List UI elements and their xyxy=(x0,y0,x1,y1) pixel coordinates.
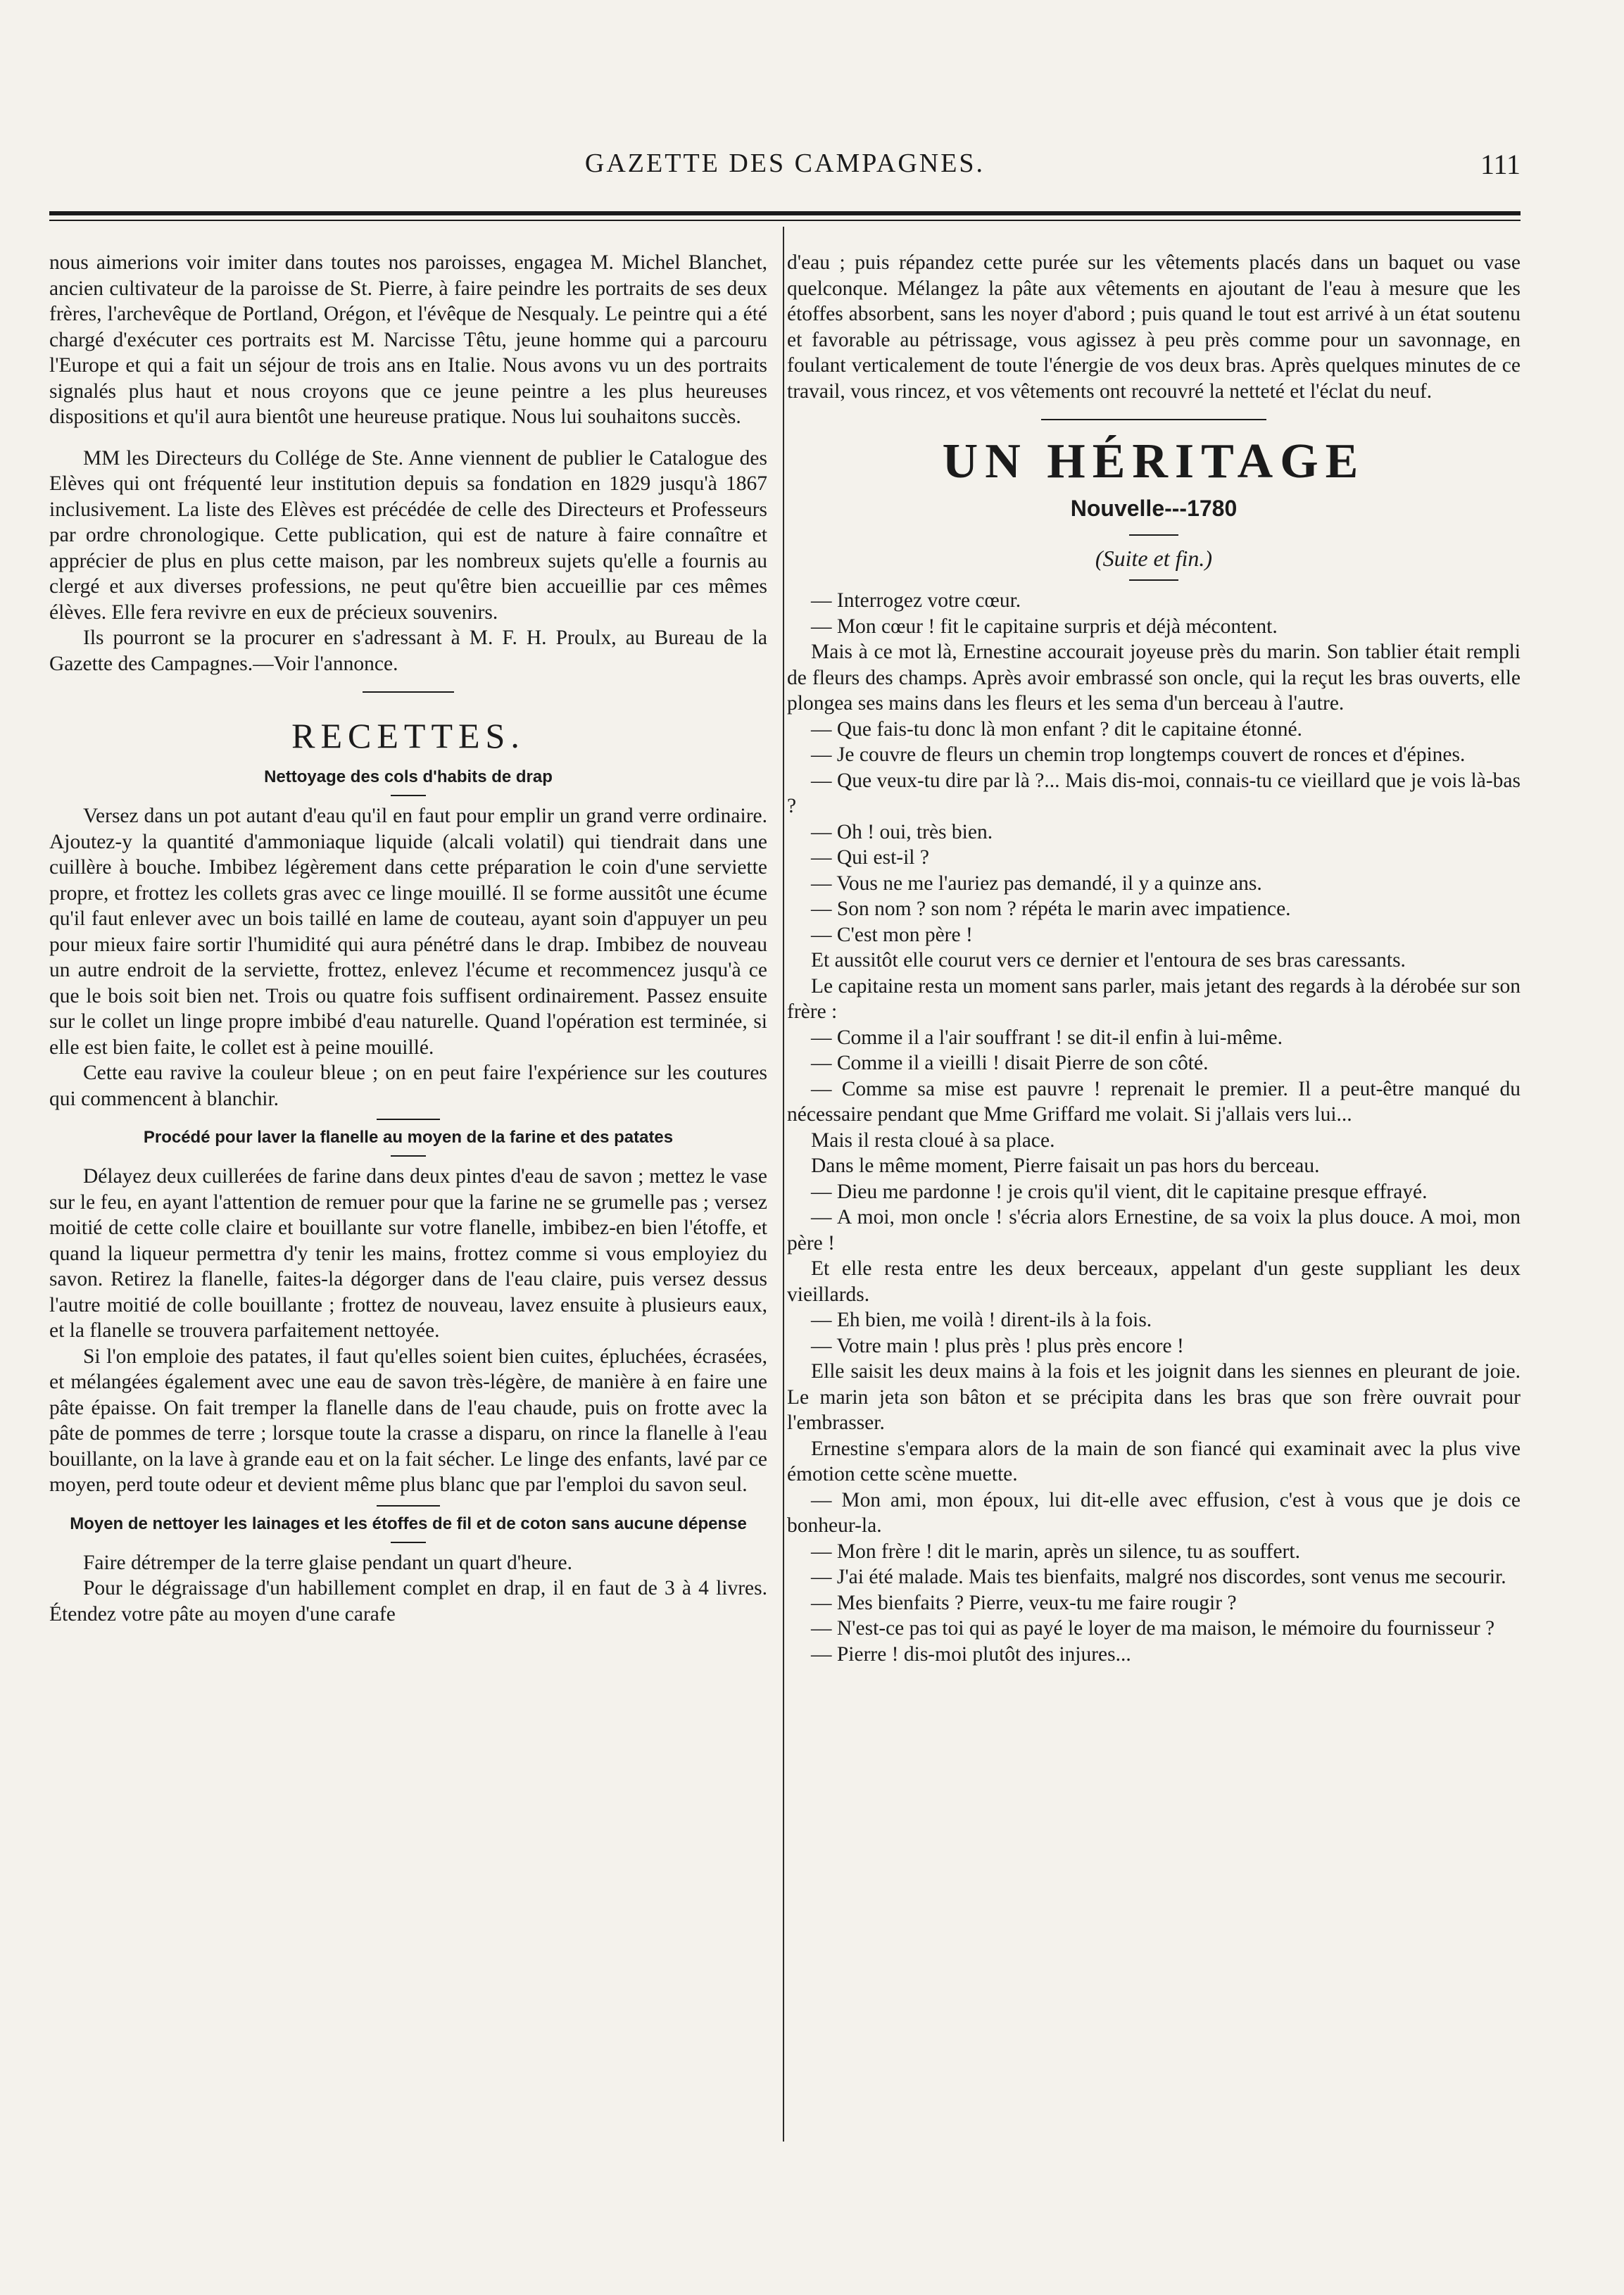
story-line: — Mes bienfaits ? Pierre, veux-tu me faire rougir ? xyxy=(811,1591,1237,1614)
recipe-rule xyxy=(377,1505,440,1507)
story-line: Le capitaine resta un moment sans parler, mais jetant des regards à la dérobée sur son frère : xyxy=(787,974,1521,1023)
story-line: Elle saisit les deux mains à la fois et les joignit dans les siennes en pleurant de joie. Le marin jeta son bâton et se précipita dans les bras que son frère ouvrait pour l'embrasser. xyxy=(787,1360,1521,1434)
story-line: Dans le même moment, Pierre faisait un pas hors du berceau. xyxy=(811,1155,1320,1177)
recipe-paragraph: Versez dans un pot autant d'eau qu'il en faut pour emplir un grand verre ordinaire. Ajoutez-y la quantité d'ammoniaque liquide (alcali volatil) qui tiendrait dans une cuillère à bouche. Imbibez légèrement dans cette préparation le coin d'une serviette propre, et frottez les collets gras avec ce linge mouillé. Il se forme aussitôt une écume qu'il faut enlever avec un bois taillé en lame de couteau, ayant soin d'appuyer un peu pour mieux faire sortir l'humidité qui aura pénétré dans le drap. Imbibez de nouveau un autre endroit de la serviette, frottez, enlevez l'écume et recommencez jusqu'à ce que le bois soit bien net. Trois ou quatre fois suffisent ordinairement. Passez ensuite sur le collet un linge propre imbibé d'eau naturelle. Quand l'opération est terminée, si elle est bien faite, le collet est à peine mouillé. xyxy=(49,805,767,1059)
story-line: — Mon ami, mon époux, lui dit-elle avec effusion, c'est à vous que je dois ce bonheur-la. xyxy=(787,1488,1521,1537)
header-rule-thin xyxy=(49,220,1521,221)
recipe-continuation: d'eau ; puis répandez cette purée sur les vêtements placés dans un baquet ou vase quelconque. Mélangez la pâte aux vêtements en ajoutant de l'eau à mesure que les étoffes absorbent, sans les noyer d'abord ; puis quand le tout est arrivé à un état soutenu et favorable au pétrissage, vous agissez à peu près comme pour un savonnage, en foulant verticalement de toute l'énergie de vos deux bras. Après quelques minutes de ce travail, vous rincez, et vos vêtements ont recouvré la netteté et l'éclat du neuf. xyxy=(787,251,1521,403)
right-column xyxy=(787,250,1521,1667)
story-rule xyxy=(1129,534,1178,536)
intro-paragraph: nous aimerions voir imiter dans toutes nos paroisses, engagea M. Michel Blanchet, ancien cultivateur de la paroisse de St. Pierre, à faire peindre les portraits de ses deux frères, l'archevêque de Portland, Orégon, et l'évêque de Nesqualy. Le peintre qui a été chargé d'exécuter ces portraits est M. Narcisse Têtu, jeune homme qui a parcouru l'Europe et qui a fait un séjour de trois ans en Italie. Nous avons vu un des portraits signalés plus haut et nous croyons que ce jeune peintre a les plus heureuses dispositions et qu'il aura bientôt une heureuse pratique. Nous lui souhaitons succès. xyxy=(49,251,767,428)
story-body xyxy=(787,588,1521,1667)
story-line: — Que veux-tu dire par là ?... Mais dis-moi, connais-tu ce vieillard que je vois là-bas ? xyxy=(787,769,1521,817)
recipe-paragraph: Si l'on emploie des patates, il faut qu'elles soient bien cuites, épluchées, écrasées, et mélangées également avec une eau de savon très-légère, de manière à en faire une pâte épaisse. On fait tremper la flanelle dans de l'eau chaude, puis on frotte avec la pâte de pommes de terre ; lorsque toute la crasse a disparu, on rince la flanelle à l'eau bouillante, on la lave à grande eau et on la fait sécher. Le linge des enfants, lavé par ce moyen, perd toute odeur et devient même plus blanc que par l'emploi du savon seul. xyxy=(49,1345,767,1496)
recipe-paragraph: Pour le dégraissage d'un habillement complet en drap, il en faut de 3 à 4 livres. Étendez votre pâte au moyen d'une carafe xyxy=(49,1577,767,1626)
recipe-paragraph: Délayez deux cuillerées de farine dans deux pintes d'eau de savon ; mettez le vase sur le feu, en ayant l'attention de remuer pour que la farine ne se grumelle pas ; versez moitié de cette colle claire et bouillante sur votre flanelle, imbibez-en bien l'étoffe, et quand la liqueur permettra d'y tenir les mains, frottez comme si vous employiez du savon. Retirez la flanelle, faites-la dégorger dans de l'eau claire, puis versez dessus l'autre moitié de colle bouillante ; frottez de nouveau, lavez ensuite à plusieurs eaux, et la flanelle se trouvera parfaitement nettoyée. xyxy=(49,1165,767,1342)
story-line: Ernestine s'empara alors de la main de son fiancé qui examinait avec la plus vive émotion cette scène muette. xyxy=(787,1437,1521,1485)
story-line: — Que fais-tu donc là mon enfant ? dit le capitaine étonné. xyxy=(811,717,1302,741)
section-separator xyxy=(787,411,1521,425)
story-line: — Dieu me pardonne ! je crois qu'il vient, dit le capitaine presque effrayé. xyxy=(811,1180,1428,1203)
recipe-paragraph: Cette eau ravive la couleur bleue ; on en peut faire l'expérience sur les coutures qui commencent à blanchir. xyxy=(49,1062,767,1110)
story-line: — Eh bien, me voilà ! dirent-ils à la fois. xyxy=(811,1309,1152,1331)
section-separator xyxy=(49,684,767,698)
story-line: — Son nom ? son nom ? répéta le marin avec impatience. xyxy=(811,898,1291,920)
story-line: — Comme il a vieilli ! disait Pierre de son côté. xyxy=(811,1052,1209,1074)
page-number: 111 xyxy=(1480,149,1521,180)
college-paragraph: MM les Directeurs du Collége de Ste. Anne viennent de publier le Catalogue des Elèves qui ont fréquenté leur institution depuis sa fondation en 1829 jusqu'à 1867 inclusivement. La liste des Elèves est précédée de celle des Directeurs et Professeurs par ordre chronologique. Cette publication, qui est de nature à faire connaître et apprécier de plus en plus cette maison, par les nombreux sujets qu'elle a fournis au clergé et aux diverses professions, ne peut qu'être bien accueillie par ces mêmes élèves. Elle fera revivre en eux de précieux souvenirs. xyxy=(49,446,767,624)
story-line: — Comme sa mise est pauvre ! reprenait le premier. Il a peut-être manqué du nécessaire pendant que Mme Griffard me volait. Si j'allais vers lui... xyxy=(787,1077,1521,1126)
story-line: — A moi, mon oncle ! s'écria alors Ernestine, de sa voix la plus douce. A moi, mon père ! xyxy=(787,1206,1521,1255)
college-paragraph-2: Ils pourront se la procurer en s'adressant à M. F. H. Proulx, au Bureau de la Gazette des Campagnes.—Voir l'annonce. xyxy=(49,627,767,675)
newspaper-title: GAZETTE DES CAMPAGNES. xyxy=(584,149,986,178)
story-line: — Comme il a l'air souffrant ! se dit-il enfin à lui-même. xyxy=(811,1026,1283,1049)
story-line: — Qui est-il ? xyxy=(811,846,929,869)
story-line: — Vous ne me l'auriez pas demandé, il y a quinze ans. xyxy=(811,872,1262,895)
left-column xyxy=(49,250,767,1627)
recipe-title-1: Nettoyage des cols d'habits de drap xyxy=(264,767,553,786)
story-line: — Oh ! oui, très bien. xyxy=(811,820,993,843)
story-rule xyxy=(1129,579,1178,581)
story-line: Mais à ce mot là, Ernestine accourait joyeuse près du marin. Son tablier était rempli de fleurs des champs. Après avoir embrassé son oncle, qui la reçut les bras ouverts, elle plongea ses mains dans les fleurs et les sema d'un berceau à l'autre. xyxy=(787,641,1521,715)
story-line: — Pierre ! dis-moi plutôt des injures... xyxy=(811,1642,1131,1666)
story-line: Mais il resta cloué à sa place. xyxy=(811,1128,1055,1152)
recipe-rule xyxy=(391,795,426,796)
story-line: — Mon cœur ! fit le capitaine surpris et déjà mécontent. xyxy=(811,615,1278,638)
story-line: — Votre main ! plus près ! plus près encore ! xyxy=(811,1334,1184,1357)
story-line: — Mon frère ! dit le marin, après un silence, tu as souffert. xyxy=(811,1540,1300,1563)
column-divider xyxy=(783,227,784,2142)
story-line: — J'ai été malade. Mais tes bienfaits, malgré nos discordes, sont venus me secourir. xyxy=(811,1566,1506,1588)
recipe-paragraph: Faire détremper de la terre glaise pendant un quart d'heure. xyxy=(83,1551,572,1574)
story-line: — Je couvre de fleurs un chemin trop longtemps couvert de ronces et d'épines. xyxy=(811,743,1466,766)
story-line: — N'est-ce pas toi qui as payé le loyer de ma maison, le mémoire du fournisseur ? xyxy=(811,1617,1495,1640)
recipe-rule xyxy=(377,1119,440,1120)
recipe-title-2: Procédé pour laver la flanelle au moyen de la farine et des patates xyxy=(143,1128,674,1147)
recipe-title-3: Moyen de nettoyer les lainages et les étoffes de fil et de coton sans aucune dépense xyxy=(70,1514,747,1533)
story-line: Et aussitôt elle courut vers ce dernier et l'entoura de ses bras caressants. xyxy=(811,949,1406,972)
story-line: Et elle resta entre les deux berceaux, appelant d'un geste suppliant les deux vieillards. xyxy=(787,1257,1521,1306)
story-line: — Interrogez votre cœur. xyxy=(811,589,1021,612)
header-rule-thick xyxy=(49,211,1521,215)
story-suite: (Suite et fin.) xyxy=(1095,545,1213,571)
recipe-rule xyxy=(391,1155,426,1157)
running-header xyxy=(49,148,1521,197)
recettes-title: RECETTES. xyxy=(291,716,525,755)
story-line: — C'est mon père ! xyxy=(811,923,973,946)
story-title: UN HÉRITAGE xyxy=(942,434,1366,489)
recipe-rule xyxy=(391,1542,426,1543)
story-subtitle: Nouvelle---1780 xyxy=(1070,496,1238,521)
